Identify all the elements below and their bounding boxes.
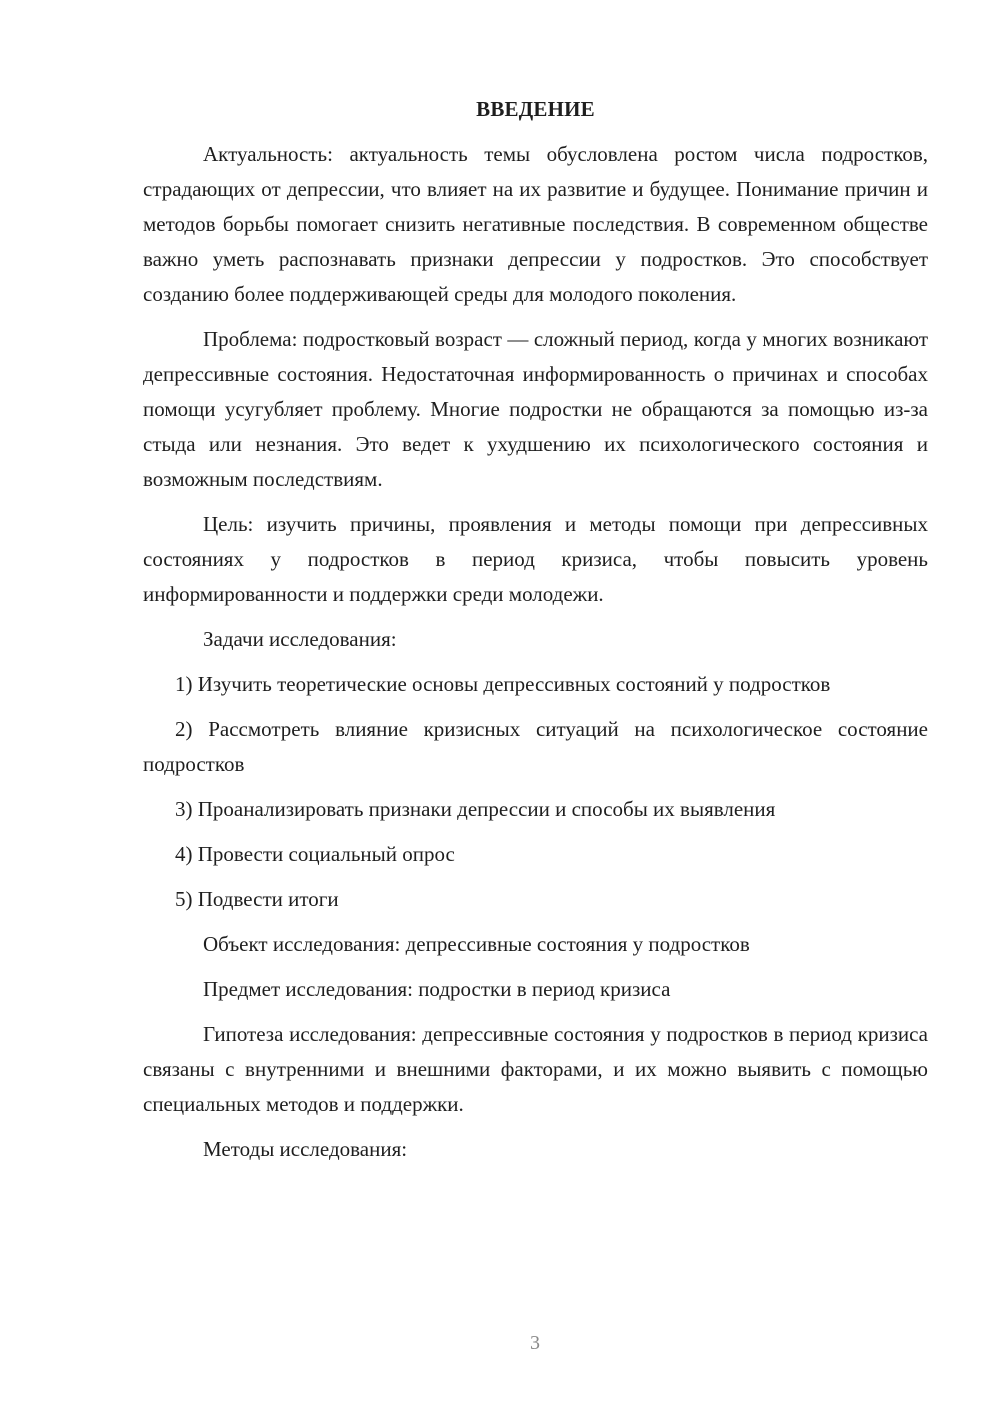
research-subject: Предмет исследования: подростки в период кризиса — [203, 977, 671, 1001]
document-page — [143, 92, 928, 1177]
task-item-4: 4) Провести социальный опрос — [175, 842, 455, 866]
research-hypothesis: Гипотеза исследования: депрессивные состояния у подростков в период кризиса связаны с внутренними и внешними факторами, и их можно выявить с помощью специальных методов и поддержки. — [143, 1022, 928, 1116]
task-item-1: 1) Изучить теоретические основы депрессивных состояний у подростков — [175, 672, 831, 696]
problem-paragraph: Проблема: подростковый возраст — сложный период, когда у многих возникают депрессивные состояния. Недостаточная информированность о причинах и способах помощи усугубляет проблему. Многие подростки не обращаются за помощью из-за стыда или незнания. Это ведет к ухудшению их психологического состояния и возможным последствиям. — [143, 327, 928, 491]
task-item-3: 3) Проанализировать признаки депрессии и способы их выявления — [175, 797, 776, 821]
research-methods-heading: Методы исследования: — [203, 1137, 408, 1161]
goal-paragraph: Цель: изучить причины, проявления и методы помощи при депрессивных состояниях у подростков в период кризиса, чтобы повысить уровень информированности и поддержки среди молодежи. — [143, 512, 928, 606]
relevance-paragraph: Актуальность: актуальность темы обусловлена ростом числа подростков, страдающих от депрессии, что влияет на их развитие и будущее. Понимание причин и методов борьбы помогает снизить негативные последствия. В современном обществе важно уметь распознавать признаки депрессии у подростков. Это способствует созданию более поддерживающей среды для молодого поколения. — [143, 142, 928, 306]
research-object: Объект исследования: депрессивные состояния у подростков — [203, 932, 750, 956]
page-number: 3 — [530, 1332, 540, 1354]
section-title: ВВЕДЕНИЕ — [476, 97, 595, 121]
task-item-2: 2) Рассмотреть влияние кризисных ситуаций на психологическое состояние подростков — [143, 717, 928, 776]
tasks-heading: Задачи исследования: — [203, 627, 397, 651]
task-item-5: 5) Подвести итоги — [175, 887, 339, 911]
